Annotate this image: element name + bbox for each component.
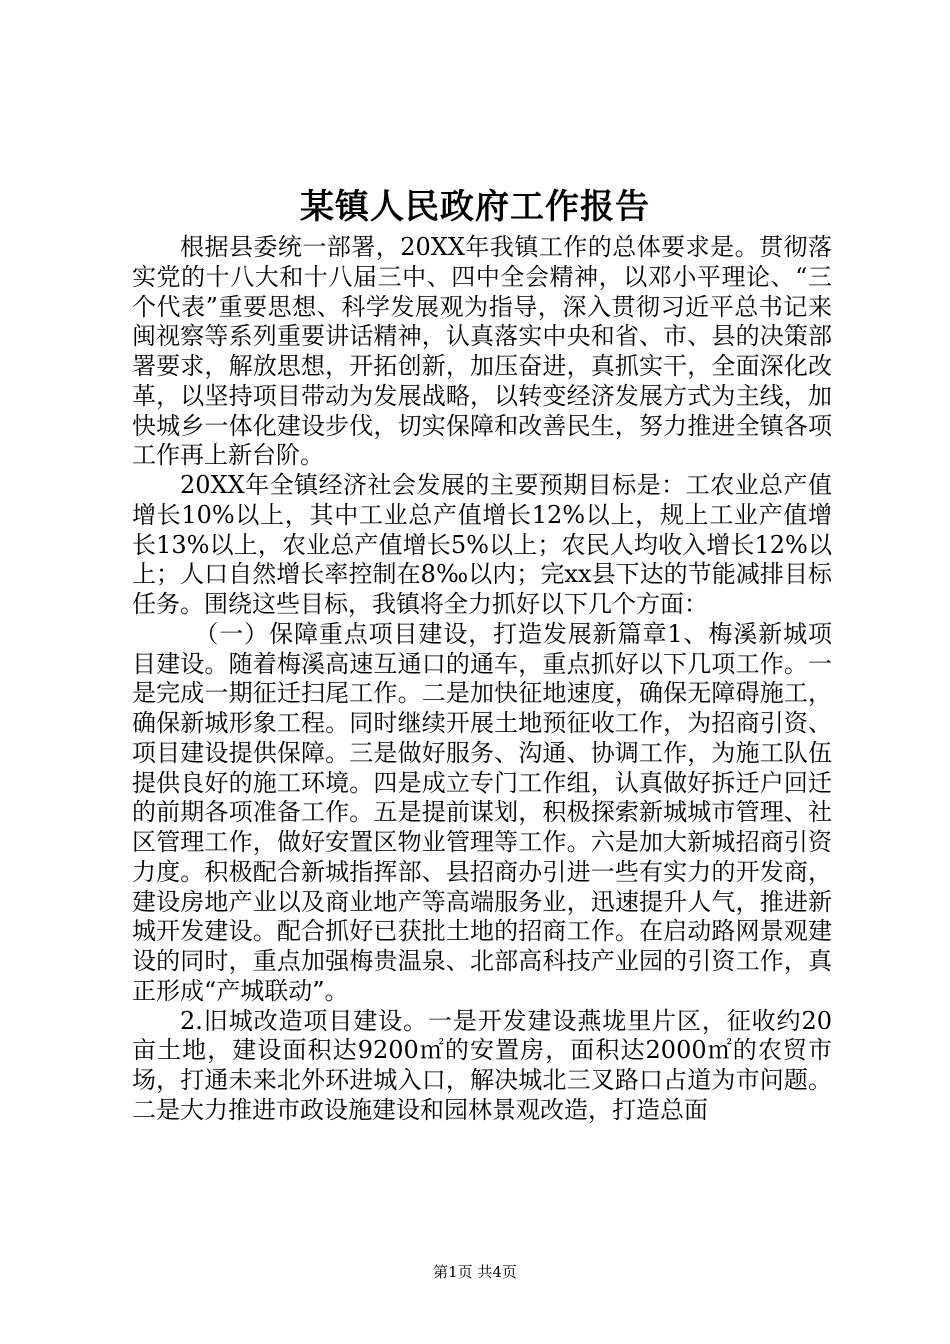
paragraph-old-town-renovation: 2.旧城改造项目建设。一是开发建设燕垅里片区，征收约20亩土地，建设面积达9200㎡的安置房，面积达2000㎡的农贸市场，打通未来北外环进城入口，解决城北三叉路口占道为市问题。二是大力推进市政设施建设和园林景观改造，打造总面 — [132, 1006, 832, 1124]
paragraph-expected-targets: 20XX年全镇经济社会发展的主要预期目标是：工农业总产值增长10%以上，其中工业总产值增长12%以上，规上工业产值增长13%以上，农业总产值增长5%以上；农民人均收入增长12%以上；人口自然增长率控制在8‰以内；完xx县下达的节能减排目标任务。围绕这些目标，我镇将全力抓好以下几个方面： — [132, 471, 832, 618]
page-number-footer: 第1页 共4页 — [433, 1263, 517, 1281]
document-body — [132, 233, 832, 1126]
paragraph-general-requirements: 根据县委统一部署，20XX年我镇工作的总体要求是。贯彻落实党的十八大和十八届三中、四中全会精神，以邓小平理论、“三个代表”重要思想、科学发展观为指导，深入贯彻习近平总书记来闽视察等系列重要讲话精神，认真落实中央和省、市、县的决策部署要求，解放思想，开拓创新，加压奋进，真抓实干，全面深化改革，以坚持项目带动为发展战略，以转变经济发展方式为主线，加快城乡一体化建设步伐，切实保障和改善民生，努力推进全镇各项工作再上新台阶。 — [132, 233, 832, 470]
paragraph-key-projects: （一）保障重点项目建设，打造发展新篇章1、梅溪新城项目建设。随着梅溪高速互通口的通车，重点抓好以下几项工作。一是完成一期征迁扫尾工作。二是加快征地速度，确保无障碍施工，确保新城形象工程。同时继续开展土地预征收工作，为招商引资、项目建设提供保障。三是做好服务、沟通、协调工作，为施工队伍提供良好的施工环境。四是成立专门工作组，认真做好拆迁户回迁的前期各项准备工作。五是提前谋划，积极探索新城城市管理、社区管理工作，做好安置区物业管理等工作。六是加大新城招商引资力度。积极配合新城指挥部、县招商办引进一些有实力的开发商，建设房地产业以及商业地产等高端服务业，迅速提升人气，推进新城开发建设。配合抓好已获批土地的招商工作。在启动路网景观建设的同时，重点加强梅贵温泉、北部高科技产业园的引资工作，真正形成“产城联动”。 — [132, 619, 832, 1005]
document-title: 某镇人民政府工作报告 — [300, 187, 650, 227]
